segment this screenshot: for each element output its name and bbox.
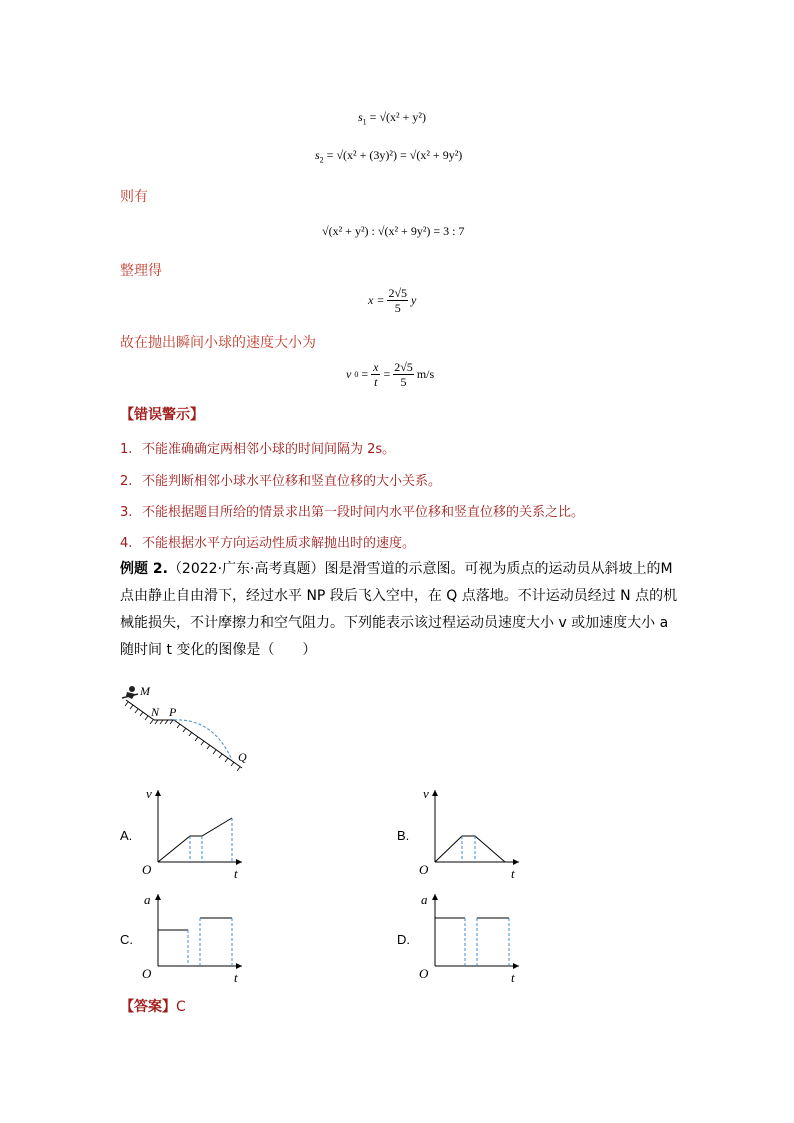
label-N: N — [151, 705, 160, 719]
axis-v: v — [146, 786, 152, 801]
option-d-graph[interactable] — [415, 890, 525, 986]
origin-label: O — [142, 966, 152, 981]
skier-icon — [122, 686, 138, 699]
option-b-label[interactable]: B. — [397, 828, 410, 843]
answer — [120, 996, 186, 1016]
ski-slope-diagram — [118, 684, 258, 774]
option-c-graph[interactable] — [138, 890, 248, 986]
axis-a: a — [421, 892, 428, 907]
formula-x: x = $\frac{2√5}{5}$ y — [368, 286, 417, 315]
axis-t: t — [234, 970, 238, 985]
example-question: 例题 2.（2022·广东·高考真题）图是滑雪道的示意图。可视为质点的运动员从斜坡上的M 点由静止自由滑下，经过水平 NP 段后飞入空中，在 Q 点落地。不计运动员经过 N 点的机 械能损失，不计摩擦力和空气阻力。下列能表示该过程运动员速度大小 v 或加速度大小 a 随时间 t 变化的图像是（ ） — [120, 561, 678, 658]
option-b-graph[interactable] — [415, 786, 525, 882]
origin-label: O — [142, 862, 152, 877]
option-a-label[interactable]: A. — [120, 828, 133, 843]
answer-label: 【答案】 — [120, 999, 176, 1015]
label-M: M — [140, 684, 150, 698]
warning-item-1: 1. 不能准确确定两相邻小球的时间间隔为 2s。 — [120, 442, 396, 457]
arrange-text: 整理得 — [120, 263, 162, 279]
answer-value: C — [176, 999, 186, 1015]
warning-item-2: 2. 不能判断相邻小球水平位移和竖直位移的大小关系。 — [120, 474, 442, 489]
example-source: （2022·广东·高考真题） — [167, 561, 325, 577]
origin-label: O — [419, 862, 429, 877]
axis-a: a — [144, 892, 151, 907]
axis-t: t — [511, 866, 515, 881]
origin-label: O — [419, 966, 429, 981]
formula-s1: $s_1 = √(x^2 + y^2)$ — [358, 110, 426, 127]
option-a-graph[interactable] — [138, 786, 248, 882]
formula-s2: $s_2 = √(x^2 + (3y)^2) = √(x^2 + 9y^2)$ — [315, 148, 463, 165]
warning-item-4: 4. 不能根据水平方向运动性质求解抛出时的速度。 — [120, 536, 416, 551]
axis-t: t — [511, 970, 515, 985]
example-label: 例题 2. — [120, 561, 168, 577]
label-Q: Q — [238, 750, 247, 764]
so-speed-text: 故在抛出瞬间小球的速度大小为 — [120, 335, 316, 351]
warning-item-3: 3. 不能根据题目所给的情景求出第一段时间内水平位移和竖直位移的关系之比。 — [120, 505, 585, 520]
label-P: P — [169, 705, 177, 719]
axis-t: t — [234, 866, 238, 881]
option-d-label[interactable]: D. — [397, 932, 410, 947]
warning-title: 【错误警示】 — [120, 407, 204, 423]
option-c-label[interactable]: C. — [120, 932, 133, 947]
axis-v: v — [423, 786, 429, 801]
then-have-text: 则有 — [120, 189, 148, 205]
formula-v0: v 0 = $\frac{x}{t}$ = $\frac{2√5}{5}$ m/s — [346, 360, 435, 389]
formula-ratio: √(x² + y²) : √(x² + 9y²) = 3 : 7 — [322, 224, 465, 238]
